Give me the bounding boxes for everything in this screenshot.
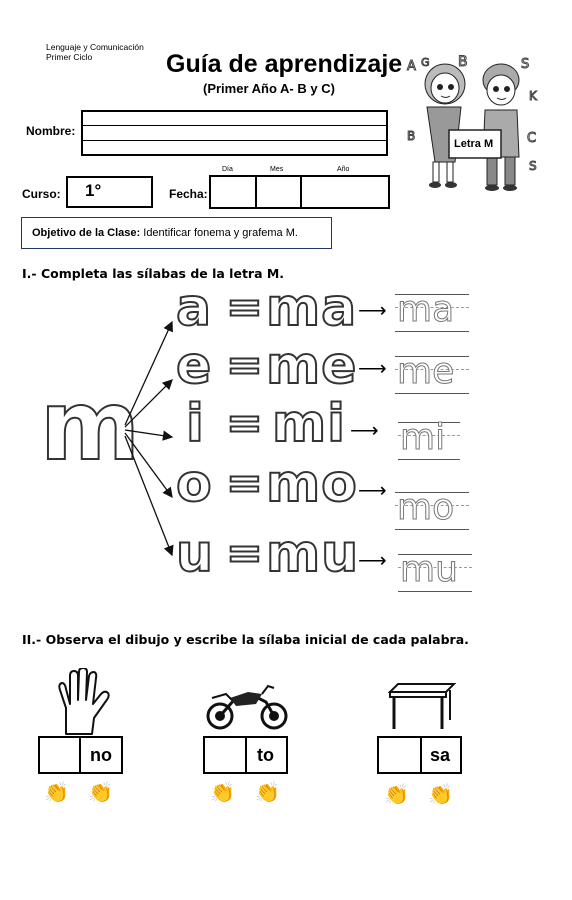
syllable-mi: mi [272, 394, 347, 454]
equals-sign: = [226, 398, 264, 449]
arrow-icon: ⟶ [358, 480, 387, 502]
trace-box-mi[interactable]: mi [398, 422, 460, 460]
sign-text: Letra M [454, 138, 494, 150]
clap-icon: 👏 [44, 782, 69, 804]
arrow-icon: ⟶ [350, 420, 379, 442]
page-subtitle: (Primer Año A- B y C) [203, 81, 335, 96]
syllable-me: me [266, 336, 358, 396]
ending-box-1: no [79, 736, 123, 774]
syllable-row-mi [0, 394, 572, 458]
svg-text:A: A [407, 59, 416, 74]
equals-sign: = [226, 282, 264, 333]
syllable-mu: mu [266, 524, 360, 584]
equals-sign: = [226, 458, 264, 509]
cycle-label: Primer Ciclo [46, 52, 93, 62]
arrow-icon: ⟶ [358, 550, 387, 572]
anio-label: Año [337, 166, 350, 173]
trace-box-mo[interactable]: mo [395, 492, 469, 530]
equals-sign: = [226, 528, 264, 579]
svg-text:S: S [521, 57, 530, 72]
clap-icon: 👏 [210, 782, 235, 804]
clap-icon: 👏 [255, 782, 280, 804]
table-icon [388, 682, 456, 730]
vowel-o: o [176, 454, 213, 514]
arrow-icon: ⟶ [358, 300, 387, 322]
mes-label: Mes [270, 166, 284, 173]
svg-text:K: K [529, 89, 537, 103]
motorcycle-icon [204, 682, 290, 730]
nombre-label: Nombre: [26, 124, 76, 138]
vowel-e: e [176, 336, 213, 396]
answer-box-2[interactable] [203, 736, 247, 774]
vowel-u: u [176, 524, 215, 584]
trace-box-ma[interactable]: ma [395, 294, 469, 332]
section2-title: II.- Observa el dibujo y escribe la sílaba inicial de cada palabra. [22, 632, 469, 647]
svg-text:B: B [407, 129, 416, 143]
equals-sign: = [226, 340, 264, 391]
trace-box-me[interactable]: me [395, 356, 469, 394]
syllable-row-ma [0, 278, 572, 342]
page-title: Guía de aprendizaje [166, 50, 403, 78]
answer-box-3[interactable] [377, 736, 422, 774]
curso-label: Curso: [22, 187, 61, 201]
fecha-label: Fecha: [169, 187, 208, 201]
svg-text:B: B [458, 54, 468, 70]
clap-icon: 👏 [88, 782, 113, 804]
answer-box-1[interactable] [38, 736, 81, 774]
syllable-row-me [0, 336, 572, 400]
clap-icon: 👏 [428, 784, 453, 806]
dia-label: Día [222, 166, 233, 173]
clap-icon: 👏 [384, 784, 409, 806]
vowel-i: i [186, 394, 205, 454]
objective-text: Identificar fonema y grafema M. [140, 227, 298, 239]
ending-box-3: sa [420, 736, 462, 774]
objective-label: Objetivo de la Clase: [32, 227, 141, 239]
syllable-mo: mo [266, 454, 358, 514]
syllable-row-mu [0, 520, 572, 590]
trace-box-mu[interactable]: mu [398, 554, 472, 592]
syllable-row-mo [0, 454, 572, 528]
svg-text:C: C [527, 131, 537, 146]
vowel-a: a [176, 278, 213, 338]
curso-value: 1° [85, 181, 102, 200]
hand-icon [52, 668, 110, 736]
syllable-ma: ma [266, 278, 358, 338]
svg-text:S: S [529, 159, 537, 173]
big-letter-m: m [40, 370, 142, 482]
subject-label: Lenguaje y Comunicación [46, 42, 144, 52]
section1-title: I.- Completa las sílabas de la letra M. [22, 266, 285, 281]
ending-box-2: to [245, 736, 288, 774]
arrow-icon: ⟶ [358, 358, 387, 380]
svg-text:G: G [421, 56, 430, 69]
